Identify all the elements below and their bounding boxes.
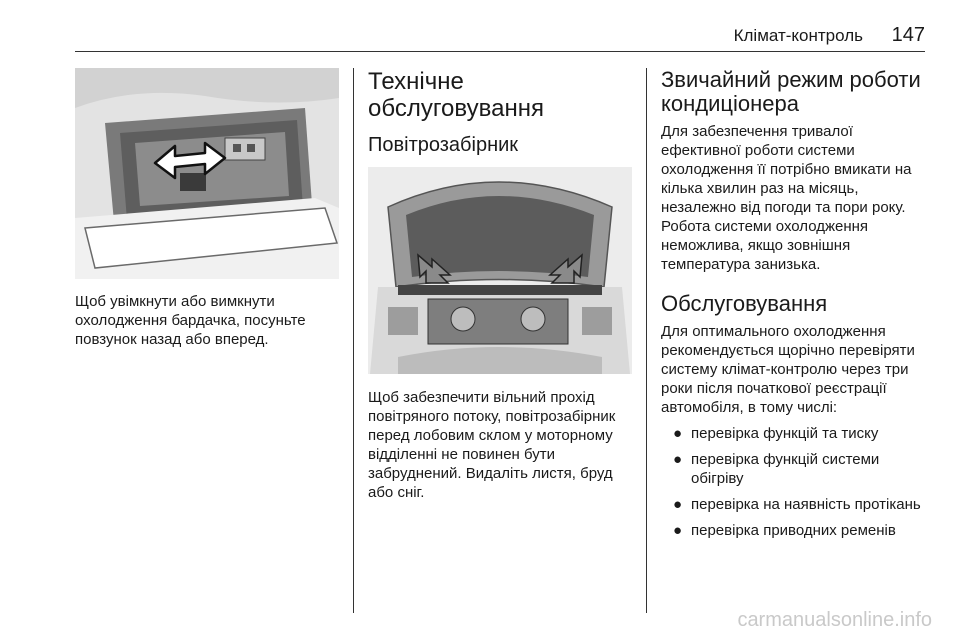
column-divider (646, 68, 647, 613)
air-inlet-text: Щоб забезпечити вільний прохід повітряного потоку, повітрозабірник перед лобовим склом у моторному відділенні не повинен бути забруднений. Видаліть листя, бруд або сніг. (368, 389, 616, 501)
figure-caption: Щоб увімкнути або вимкнути охолодження бардачка, посуньте повзунок назад або вперед. (75, 293, 306, 348)
paragraph: Для забезпечення тривалої ефективної роботи системи охолодження її потрібно вмикати на кілька хвилин раз на місяць, незалежно від погоди та пори року. Робота системи охолодження неможлива, якщо зовнішня температура занизька. (661, 123, 912, 273)
bullet-icon: ● (673, 425, 683, 442)
list-item: ● перевірка приводних ременів (673, 522, 896, 539)
list-item: ● перевірка функцій системи обігріву (673, 451, 880, 487)
bullet-icon: ● (673, 496, 683, 513)
column-right (661, 68, 931, 540)
engine-bay-illustration (368, 167, 632, 374)
section-heading: Обслуговування (661, 291, 828, 316)
section-heading: Технічне обслуговування (368, 68, 544, 122)
page-header (75, 22, 925, 52)
paragraph: Для оптимального охолодження рекомендується щорічно перевіряти систему клімат-контролю через три роки після початкової реєстрації автомобіля, в тому числі: (661, 323, 915, 416)
section-heading: Звичайний режим роботи кондиціонера (661, 67, 921, 116)
bullet-icon: ● (673, 451, 683, 468)
page-number: 147 (891, 24, 925, 46)
column-left (75, 68, 339, 349)
bullet-icon: ● (673, 522, 683, 539)
glovebox-illustration (75, 68, 339, 279)
list-item: ● перевірка на наявність протікань (673, 496, 921, 513)
column-middle (368, 68, 632, 502)
subsection-heading: Повітрозабірник (368, 134, 519, 156)
column-divider (353, 68, 354, 613)
section-title: Клімат-контроль (733, 26, 863, 45)
maintenance-list (661, 424, 931, 540)
watermark: carmanualsonline.info (737, 609, 932, 631)
list-item: ● перевірка функцій та тиску (673, 425, 879, 442)
